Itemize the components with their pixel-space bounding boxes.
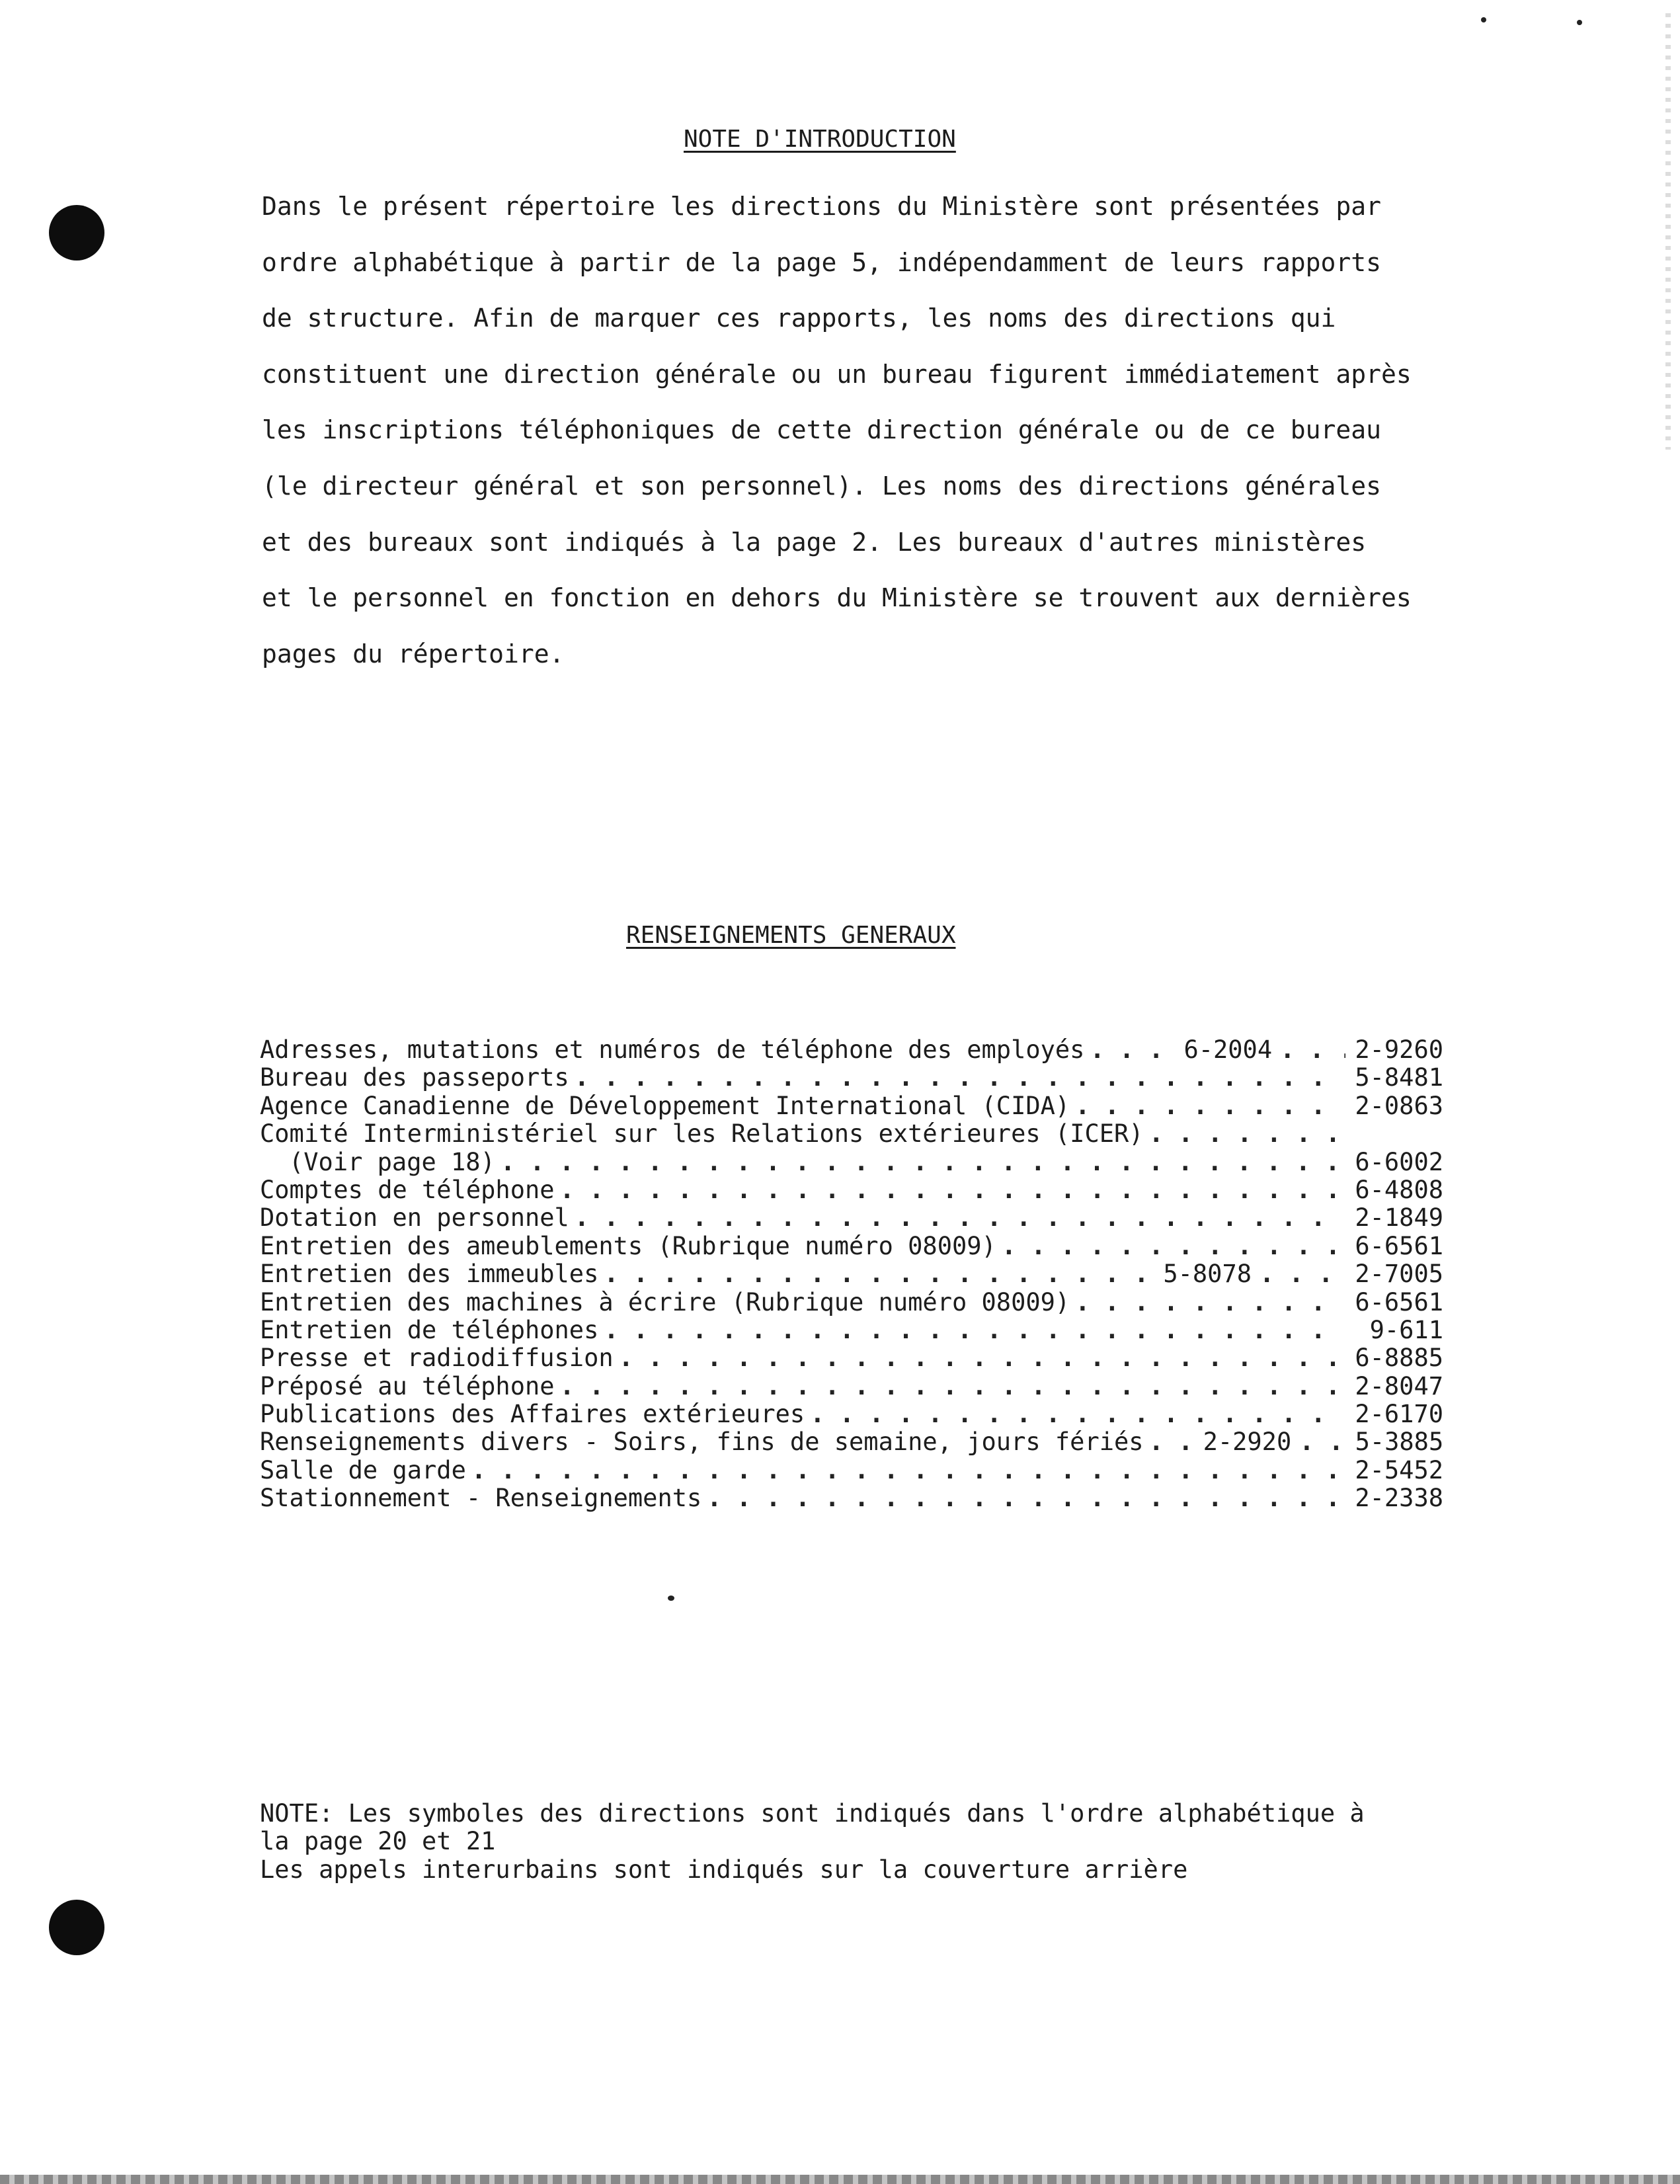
intro-line: de structure. Afin de marquer ces rapports, les noms des directions qui — [262, 303, 1336, 333]
entry-name: Agence Canadienne de Développement International (CIDA) — [260, 1091, 1070, 1120]
general-heading: RENSEIGNEMENTS GENERAUX — [626, 922, 956, 949]
entry-name: (Voir page 18) — [289, 1147, 495, 1176]
dot-leader — [560, 1176, 1345, 1204]
dot-leader — [707, 1484, 1345, 1512]
entry-alt-number: 6-2004 — [1183, 1035, 1273, 1064]
entry-name: Renseignements divers - Soirs, fins de semaine, jours fériés — [260, 1428, 1144, 1457]
scan-edge-bottom — [0, 2175, 1680, 2184]
entry-number: 6-6561 — [1355, 1231, 1443, 1260]
scan-edge-right — [1665, 13, 1671, 450]
directory-row — [260, 1036, 1443, 1064]
entry-number: 5-3885 — [1355, 1428, 1444, 1457]
scan-speck — [1481, 17, 1486, 22]
directory-row — [260, 1092, 1443, 1120]
dot-leader — [619, 1344, 1345, 1372]
dot-leader — [604, 1316, 1345, 1344]
note-line: NOTE: Les symboles des directions sont indiqués dans l'ordre alphabétique à — [260, 1799, 1365, 1828]
dot-leader — [1075, 1092, 1345, 1120]
scan-speck — [1577, 20, 1582, 25]
intro-line: pages du répertoire. — [262, 639, 565, 668]
entry-number: 2-5452 — [1355, 1455, 1443, 1484]
dot-leader — [1280, 1036, 1345, 1064]
intro-line: et le personnel en fonction en dehors du Ministère se trouvent aux dernières — [262, 583, 1412, 613]
note-line: la page 20 et 21 — [260, 1827, 496, 1856]
entry-number: 6-8885 — [1355, 1344, 1443, 1373]
entry-name: Bureau des passeports — [260, 1063, 569, 1092]
dot-leader — [1090, 1036, 1176, 1064]
dot-leader — [575, 1064, 1345, 1092]
entry-name: Comité Interministériel sur les Relations extérieures (ICER) — [260, 1119, 1144, 1149]
intro-line: constituent une direction générale ou un bureau figurent immédiatement après — [262, 359, 1412, 389]
entry-number: 2-1849 — [1355, 1203, 1443, 1233]
entry-number: 2-8047 — [1355, 1371, 1443, 1400]
entry-name: Stationnement - Renseignements — [260, 1484, 702, 1513]
directory-row — [260, 1484, 1443, 1512]
directory-row — [260, 1428, 1443, 1456]
punch-hole-top — [49, 205, 104, 261]
entry-number: 2-9260 — [1355, 1035, 1443, 1064]
entry-name: Presse et radiodiffusion — [260, 1344, 614, 1373]
entry-name: Entretien de téléphones — [260, 1315, 599, 1344]
scan-speck — [668, 1596, 674, 1601]
directory-row — [260, 1176, 1443, 1204]
directory-row — [260, 1260, 1443, 1288]
general-directory — [260, 1036, 1443, 1513]
intro-line: les inscriptions téléphoniques de cette direction générale ou de ce bureau — [262, 415, 1381, 445]
entry-number: 2-0863 — [1355, 1091, 1443, 1120]
directory-row — [260, 1316, 1443, 1344]
entry-number: 2-2338 — [1355, 1484, 1443, 1513]
punch-hole-bottom — [49, 1900, 104, 1955]
intro-line: Dans le présent répertoire les directions du Ministère sont présentées par — [262, 192, 1381, 221]
entry-name: Dotation en personnel — [260, 1203, 569, 1233]
entry-alt-number: 5-8078 — [1163, 1260, 1252, 1289]
entry-alt-number: 2-2920 — [1203, 1428, 1292, 1457]
intro-paragraph — [262, 179, 1412, 682]
dot-leader — [1002, 1233, 1345, 1260]
intro-heading: NOTE D'INTRODUCTION — [684, 126, 956, 153]
directory-row — [260, 1289, 1443, 1316]
directory-row — [260, 1400, 1443, 1428]
entry-number: 9-611 — [1369, 1315, 1443, 1344]
intro-line: et des bureaux sont indiqués à la page 2. Les bureaux d'autres ministères — [262, 527, 1367, 557]
dot-leader — [471, 1457, 1345, 1484]
directory-row — [260, 1233, 1443, 1260]
entry-number: 2-6170 — [1355, 1400, 1443, 1429]
directory-row — [260, 1064, 1443, 1092]
dot-leader — [810, 1400, 1345, 1428]
directory-row — [260, 1120, 1443, 1148]
entry-number: 5-8481 — [1355, 1063, 1443, 1092]
entry-number: 6-6002 — [1355, 1147, 1443, 1176]
entry-name: Publications des Affaires extérieures — [260, 1400, 805, 1429]
intro-line: (le directeur général et son personnel). Les noms des directions générales — [262, 471, 1381, 501]
entry-name: Adresses, mutations et numéros de téléphone des employés — [260, 1035, 1085, 1064]
dot-leader — [1149, 1428, 1195, 1456]
entry-name: Salle de garde — [260, 1455, 466, 1484]
entry-number: 6-6561 — [1355, 1287, 1443, 1316]
entry-name: Entretien des immeubles — [260, 1260, 599, 1289]
dot-leader — [1075, 1289, 1345, 1316]
dot-leader — [604, 1260, 1155, 1288]
entry-name: Entretien des ameublements (Rubrique numéro 08009) — [260, 1231, 996, 1260]
intro-line: ordre alphabétique à partir de la page 5, indépendamment de leurs rapports — [262, 247, 1381, 277]
entry-name: Comptes de téléphone — [260, 1175, 555, 1204]
entry-number: 2-7005 — [1355, 1260, 1443, 1289]
dot-leader — [500, 1149, 1345, 1176]
directory-row — [260, 1344, 1443, 1372]
entry-name: Entretien des machines à écrire (Rubrique numéro 08009) — [260, 1287, 1070, 1316]
directory-row — [260, 1373, 1443, 1400]
directory-row — [260, 1457, 1443, 1484]
dot-leader — [1149, 1120, 1345, 1148]
note-line: Les appels interurbains sont indiqués sur la couverture arrière — [260, 1855, 1188, 1884]
directory-row — [260, 1149, 1443, 1176]
directory-row — [260, 1204, 1443, 1232]
entry-name: Préposé au téléphone — [260, 1371, 555, 1400]
dot-leader — [560, 1373, 1345, 1400]
entry-number: 6-4808 — [1355, 1175, 1443, 1204]
dot-leader — [1299, 1428, 1345, 1456]
footer-note — [260, 1799, 1365, 1884]
dot-leader — [1260, 1260, 1345, 1288]
dot-leader — [575, 1204, 1345, 1232]
